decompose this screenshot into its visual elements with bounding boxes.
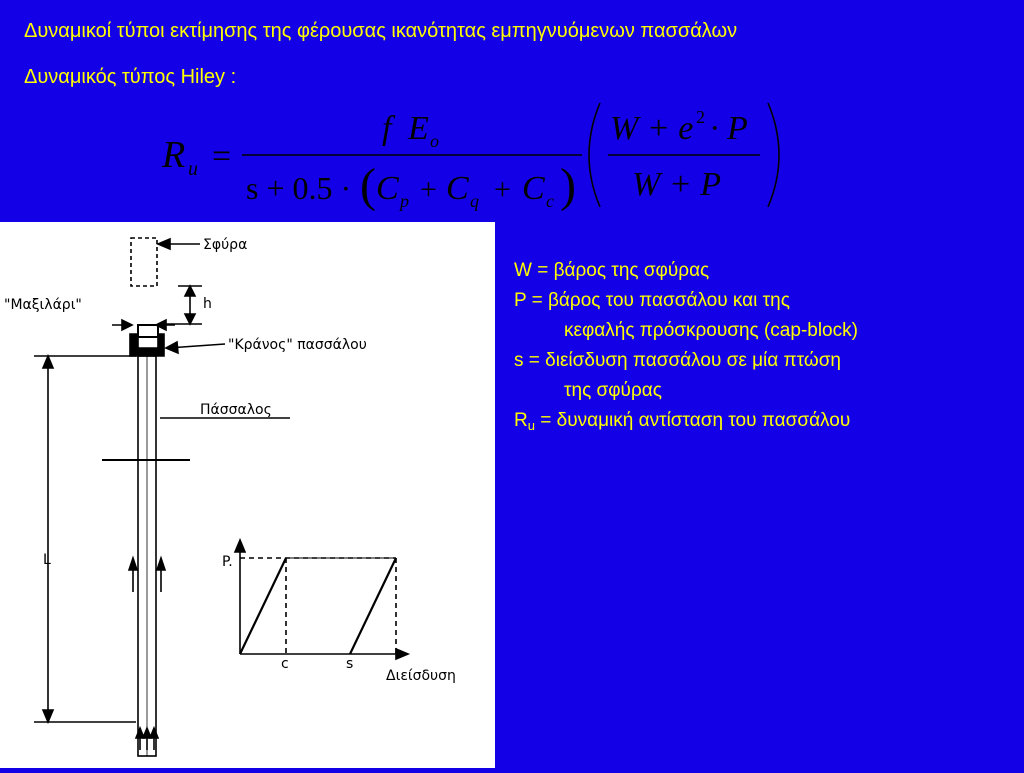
h-arrowhead-top <box>185 286 195 296</box>
hammer-block <box>131 238 157 286</box>
friction-arrowhead-2 <box>157 558 165 570</box>
formula-den-s: s + 0.5 · <box>246 170 352 206</box>
definition-s-line2: της σφύρας <box>564 380 662 401</box>
h-label: h <box>203 296 212 312</box>
formula-plus-2: + <box>494 173 511 206</box>
friction-arrowhead-1 <box>129 558 137 570</box>
formula-cc-sub: c <box>546 191 554 211</box>
formula-paren-open: ( <box>360 159 376 212</box>
formula-num-f: f <box>382 110 392 147</box>
l-arrowhead-top <box>43 356 53 368</box>
graph-s-label: s <box>346 656 354 672</box>
graph-loading-line <box>240 558 286 654</box>
formula-cq-sub: q <box>470 191 479 211</box>
cushion-label: "Μαξιλάρι" <box>4 297 82 313</box>
formula-big-paren-right <box>768 103 779 207</box>
formula-num2-w: W + e <box>610 110 694 147</box>
definition-s-line1: s = διείσδυση πασσάλου σε μία πτώση <box>514 350 841 371</box>
helmet-label: "Κράνος" πασσάλου <box>228 337 367 353</box>
graph-x-axis-label: Διείσδυση <box>386 668 456 684</box>
formula-paren-close: ) <box>560 159 576 212</box>
base-arrowhead-3 <box>150 728 158 738</box>
formula-cq: C <box>446 170 469 207</box>
formula-equals: = <box>212 138 232 175</box>
definition-ru <box>514 406 858 436</box>
formula-cp: C <box>376 170 399 207</box>
l-label: L <box>43 552 51 568</box>
graph-c-label: c <box>281 656 289 672</box>
graph-x-arrowhead <box>396 649 408 659</box>
definition-ru-subscript: u <box>527 418 535 433</box>
formula-big-paren-left <box>589 103 600 207</box>
formula-cc: C <box>522 170 545 207</box>
formula-cp-sub: p <box>400 191 409 211</box>
definition-ru-text: = δυναμική αντίσταση του πασσάλου <box>534 410 851 431</box>
pile-label: Πάσσαλος <box>200 402 272 418</box>
graph-y-arrowhead <box>235 540 245 552</box>
l-arrowhead-bottom <box>43 710 53 722</box>
cushion-arrowhead-left <box>122 320 132 330</box>
graph-unloading-line <box>350 558 396 654</box>
variable-definitions <box>514 256 858 436</box>
hammer-label: Σφύρα <box>203 237 248 253</box>
definition-p-line2: κεφαλής πρόσκρουσης (cap-block) <box>564 320 858 341</box>
pile-diagram-panel <box>0 222 495 768</box>
definition-ru-symbol: R <box>514 410 528 431</box>
formula-num-e: E <box>408 110 429 147</box>
formula-plus-1: + <box>420 173 437 206</box>
slide-subtitle: Δυναμικός τύπος Hiley : <box>24 66 237 88</box>
formula-num2-p: · P <box>710 110 748 147</box>
formula-num2-exp: 2 <box>696 107 705 127</box>
formula-lhs-r: R <box>162 134 186 176</box>
definition-w: W = βάρος της σφύρας <box>514 260 710 281</box>
helmet-arrowhead <box>166 342 178 353</box>
formula-num-e-sub: o <box>430 131 439 151</box>
h-arrowhead-bottom <box>185 314 195 324</box>
graph-p-label: P. <box>222 554 233 570</box>
formula-den2: W + P <box>632 166 722 203</box>
cushion-block <box>138 325 158 337</box>
slide-title: Δυναμικοί τύποι εκτίμησης της φέρουσας ικανότητας εμπηγνυόμενων πασσάλων <box>24 20 738 42</box>
definition-p-line1: P = βάρος του πασσάλου και της <box>514 290 790 311</box>
pile-diagram <box>0 222 495 768</box>
hammer-arrowhead <box>158 239 170 249</box>
hiley-formula <box>150 95 790 220</box>
formula-lhs-sub: u <box>188 158 198 180</box>
